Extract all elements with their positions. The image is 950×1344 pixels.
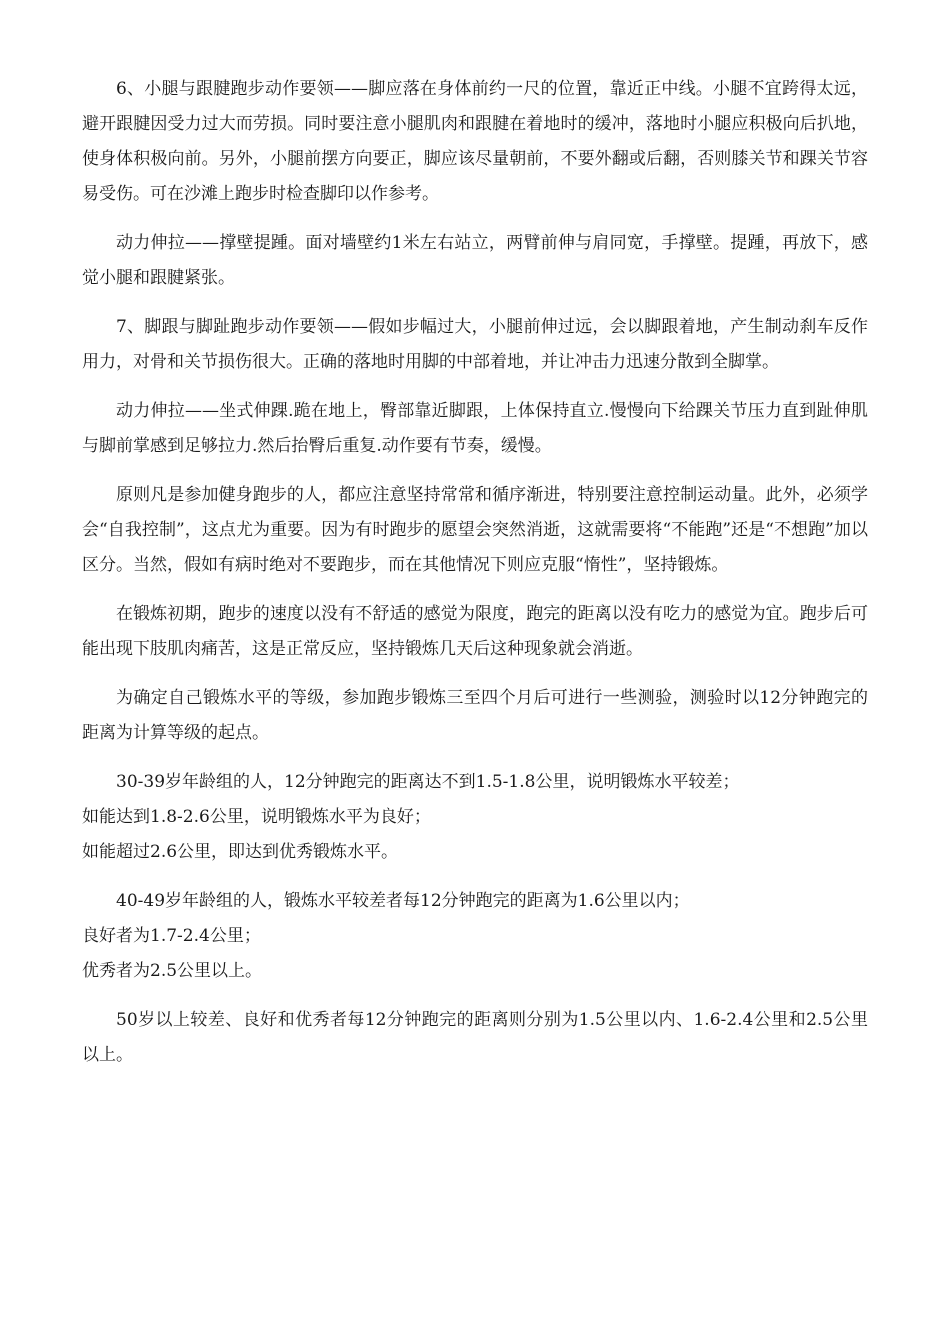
paragraph-initial-stage: 在锻炼初期，跑步的速度以没有不舒适的感觉为限度，跑完的距离以没有吃力的感觉为宜。跑步后可能出现下肢肌肉痛苦，这是正常反应，坚持锻炼几天后这种现象就会消逝。	[82, 604, 868, 659]
group-40-49-good: 良好者为1.7-2.4公里；	[82, 926, 261, 946]
paragraph-wall-calf-raise: 动力伸拉——撑壁提踵。面对墙壁约1米左右站立，两臂前伸与肩同宽，手撑壁。提踵，再放下，感觉小腿和跟腱紧张。	[82, 233, 868, 288]
group-30-39-poor: 30-39岁年龄组的人，12分钟跑完的距离达不到1.5-1.8公里，说明锻炼水平较差；	[116, 772, 740, 792]
paragraph-testing: 为确定自己锻炼水平的等级，参加跑步锻炼三至四个月后可进行一些测验，测验时以12分钟跑完的距离为计算等级的起点。	[82, 688, 868, 743]
group-40-49-poor: 40-49岁年龄组的人，锻炼水平较差者每12分钟跑完的距离为1.6公里以内；	[116, 891, 690, 911]
paragraph-calf-achilles: 6、小腿与跟腱跑步动作要领——脚应落在身体前约一尺的位置，靠近正中线。小腿不宜跨得太远，避开跟腱因受力过大而劳损。同时要注意小腿肌肉和跟腱在着地时的缓冲，落地时小腿应积极向后扒地，使身体积极向前。另外，小腿前摆方向要正，脚应该尽量朝前，不要外翻或后翻，否则膝关节和踝关节容易受伤。可在沙滩上跑步时检查脚印以作参考。	[82, 79, 868, 204]
paragraph-principles: 原则凡是参加健身跑步的人，都应注意坚持常常和循序渐进，特别要注意控制运动量。此外，必须学会“自我控制”，这点尤为重要。因为有时跑步的愿望会突然消逝，这就需要将“不能跑”还是“不想跑”加以区分。当然，假如有病时绝对不要跑步，而在其他情况下则应克服“惰性”，坚持锻炼。	[82, 485, 868, 575]
group-40-49-excellent: 优秀者为2.5公里以上。	[82, 961, 263, 981]
paragraph-heel-toe: 7、脚跟与脚趾跑步动作要领——假如步幅过大，小腿前伸过远，会以脚跟着地，产生制动刹车反作用力，对骨和关节损伤很大。正确的落地时用脚的中部着地，并让冲击力迅速分散到全脚掌。	[82, 317, 868, 372]
age-group-40-49	[82, 884, 868, 989]
paragraph-seated-ankle-stretch: 动力伸拉——坐式伸踝.跪在地上，臀部靠近脚跟，上体保持直立.慢慢向下给踝关节压力直到趾伸肌与脚前掌感到足够拉力.然后抬臀后重复.动作要有节奏，缓慢。	[82, 401, 868, 456]
age-group-30-39	[82, 765, 868, 870]
group-30-39-good: 如能达到1.8-2.6公里，说明锻炼水平为良好；	[82, 807, 431, 827]
paragraph-age-50-plus: 50岁以上较差、良好和优秀者每12分钟跑完的距离则分别为1.5公里以内、1.6-2.4公里和2.5公里以上。	[82, 1010, 868, 1065]
group-30-39-excellent: 如能超过2.6公里，即达到优秀锻炼水平。	[82, 842, 399, 862]
